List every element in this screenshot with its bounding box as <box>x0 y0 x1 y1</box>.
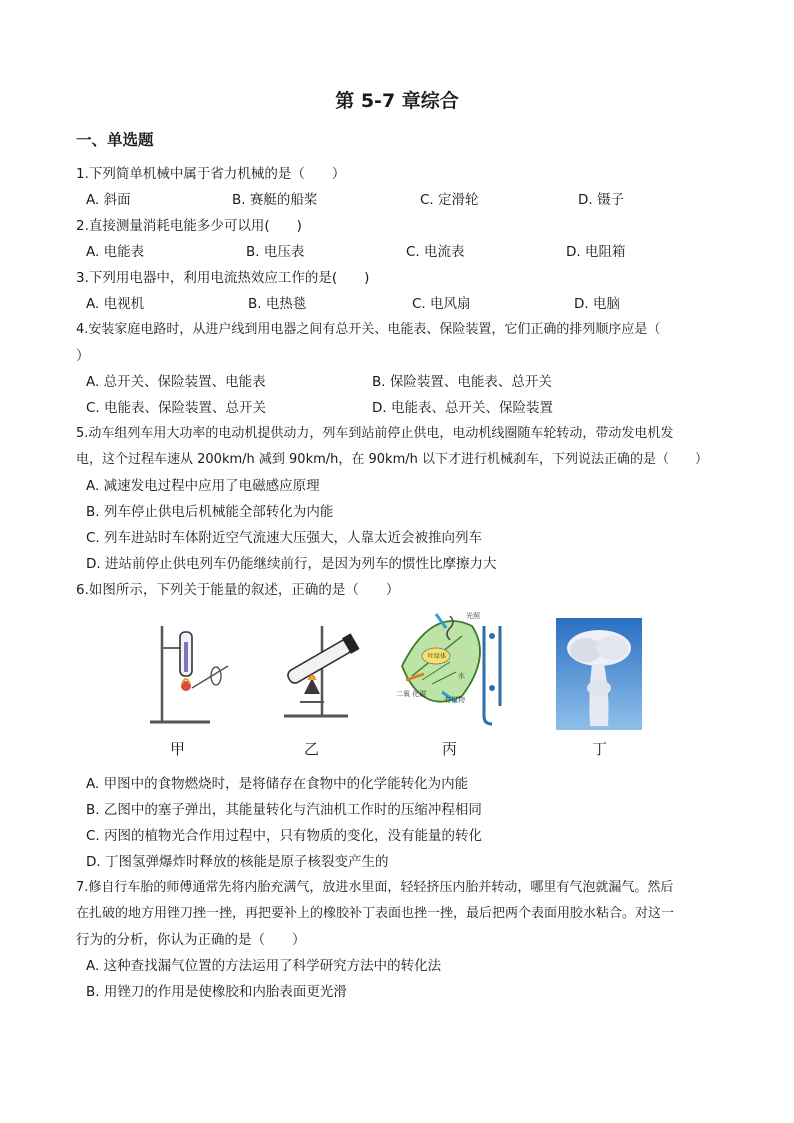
q6-option-a[interactable]: A. 甲图中的食物燃烧时，是将储存在食物中的化学能转化为内能 <box>86 776 469 792</box>
q6-option-d[interactable]: D. 丁图氢弹爆炸时释放的核能是原子核裂变产生的 <box>86 854 389 870</box>
question-6-figures <box>140 606 660 766</box>
caption-ding: 丁 <box>592 740 608 758</box>
q1-option-c[interactable]: C. 定滑轮 <box>420 192 479 208</box>
figure-jia-burning-food <box>140 618 240 728</box>
q3-option-b[interactable]: B. 电热毯 <box>248 296 307 312</box>
q2-option-c[interactable]: C. 电流表 <box>406 244 465 260</box>
question-5-stem-line-2: 电，这个过程车速从 200km/h 减到 90km/h，在 90km/h 以下才进行机械刹车，下列说法正确的是（ ） <box>76 452 708 467</box>
q6-option-c[interactable]: C. 丙图的植物光合作用过程中，只有物质的变化，没有能量的转化 <box>86 828 483 844</box>
q3-option-d[interactable]: D. 电脑 <box>574 296 620 312</box>
q3-option-a[interactable]: A. 电视机 <box>86 296 145 312</box>
q2-option-b[interactable]: B. 电压表 <box>246 244 305 260</box>
q6-option-b[interactable]: B. 乙图中的塞子弹出，其能量转化与汽油机工作时的压缩冲程相同 <box>86 802 482 818</box>
q1-option-a[interactable]: A. 斜面 <box>86 192 131 208</box>
q2-option-a[interactable]: A. 电能表 <box>86 244 145 260</box>
q4-option-c[interactable]: C. 电能表、保险装置、总开关 <box>86 400 267 416</box>
section-heading: 一、单选题 <box>76 131 154 149</box>
question-5-stem-line-1: 5.动车组列车用大功率的电动机提供动力，列车到站前停止供电，电动机线圈随车轮转动，带动发电机发 <box>76 426 674 441</box>
question-7-stem-line-2: 在扎破的地方用锉刀挫一挫，再把要补上的橡胶补丁表面也挫一挫，最后把两个表面用胶水粘合。对这一 <box>76 906 675 921</box>
q4-option-b[interactable]: B. 保险装置、电能表、总开关 <box>372 374 552 390</box>
figure-ding-mushroom-cloud <box>556 618 642 730</box>
question-2-stem: 2.直接测量消耗电能多少可以用( ) <box>76 218 302 234</box>
caption-jia: 甲 <box>170 740 186 758</box>
figure-bing-photosynthesis <box>392 606 522 734</box>
q3-option-c[interactable]: C. 电风扇 <box>412 296 471 312</box>
document-title: 第 5-7 章综合 <box>335 90 459 112</box>
label-chloroplast: 叶绿体 <box>428 653 447 660</box>
question-6-stem: 6.如图所示，下列关于能量的叙述，正确的是（ ） <box>76 582 400 598</box>
question-4-stem-line-2: ） <box>76 348 90 364</box>
q5-option-c[interactable]: C. 列车进站时车体附近空气流速大压强大，人靠太近会被推向列车 <box>86 530 483 546</box>
label-co2: 二氧 化碳 <box>396 690 427 698</box>
figure-yi-stopper-pop <box>264 616 364 726</box>
q1-option-b[interactable]: B. 赛艇的船桨 <box>232 192 318 208</box>
q5-option-a[interactable]: A. 减速发电过程中应用了电磁感应原理 <box>86 478 320 494</box>
label-light: 光照 <box>466 612 480 620</box>
label-water: 水 <box>458 672 465 680</box>
q1-option-d[interactable]: D. 镊子 <box>578 192 624 208</box>
question-4-stem-line-1: 4.安装家庭电路时，从进户线到用电器之间有总开关、电能表、保险装置，它们正确的排列顺序应是（ <box>76 322 661 337</box>
q2-option-d[interactable]: D. 电阻箱 <box>566 244 626 260</box>
question-7-stem-line-3: 行为的分析，你认为正确的是（ ） <box>76 932 306 948</box>
q5-option-b[interactable]: B. 列车停止供电后机械能全部转化为内能 <box>86 504 334 520</box>
caption-bing: 丙 <box>442 740 458 758</box>
question-1-stem: 1.下列简单机械中属于省力机械的是（ ） <box>76 166 346 182</box>
q7-option-b[interactable]: B. 用锉刀的作用是使橡胶和内胎表面更光滑 <box>86 984 347 1000</box>
question-7-stem-line-1: 7.修自行车胎的师傅通常先将内胎充满气，放进水里面，轻轻挤压内胎并转动，哪里有气泡就漏气。然后 <box>76 880 674 895</box>
q7-option-a[interactable]: A. 这种查找漏气位置的方法运用了科学研究方法中的转化法 <box>86 958 442 974</box>
q4-option-a[interactable]: A. 总开关、保险装置、电能表 <box>86 374 266 390</box>
q5-option-d[interactable]: D. 进站前停止供电列车仍能继续前行，是因为列车的惯性比摩擦力大 <box>86 556 497 572</box>
label-organic: 有机物 <box>444 696 465 704</box>
q4-option-d[interactable]: D. 电能表、总开关、保险装置 <box>372 400 553 416</box>
question-3-stem: 3.下列用电器中，利用电流热效应工作的是( ) <box>76 270 370 286</box>
caption-yi: 乙 <box>304 740 320 758</box>
